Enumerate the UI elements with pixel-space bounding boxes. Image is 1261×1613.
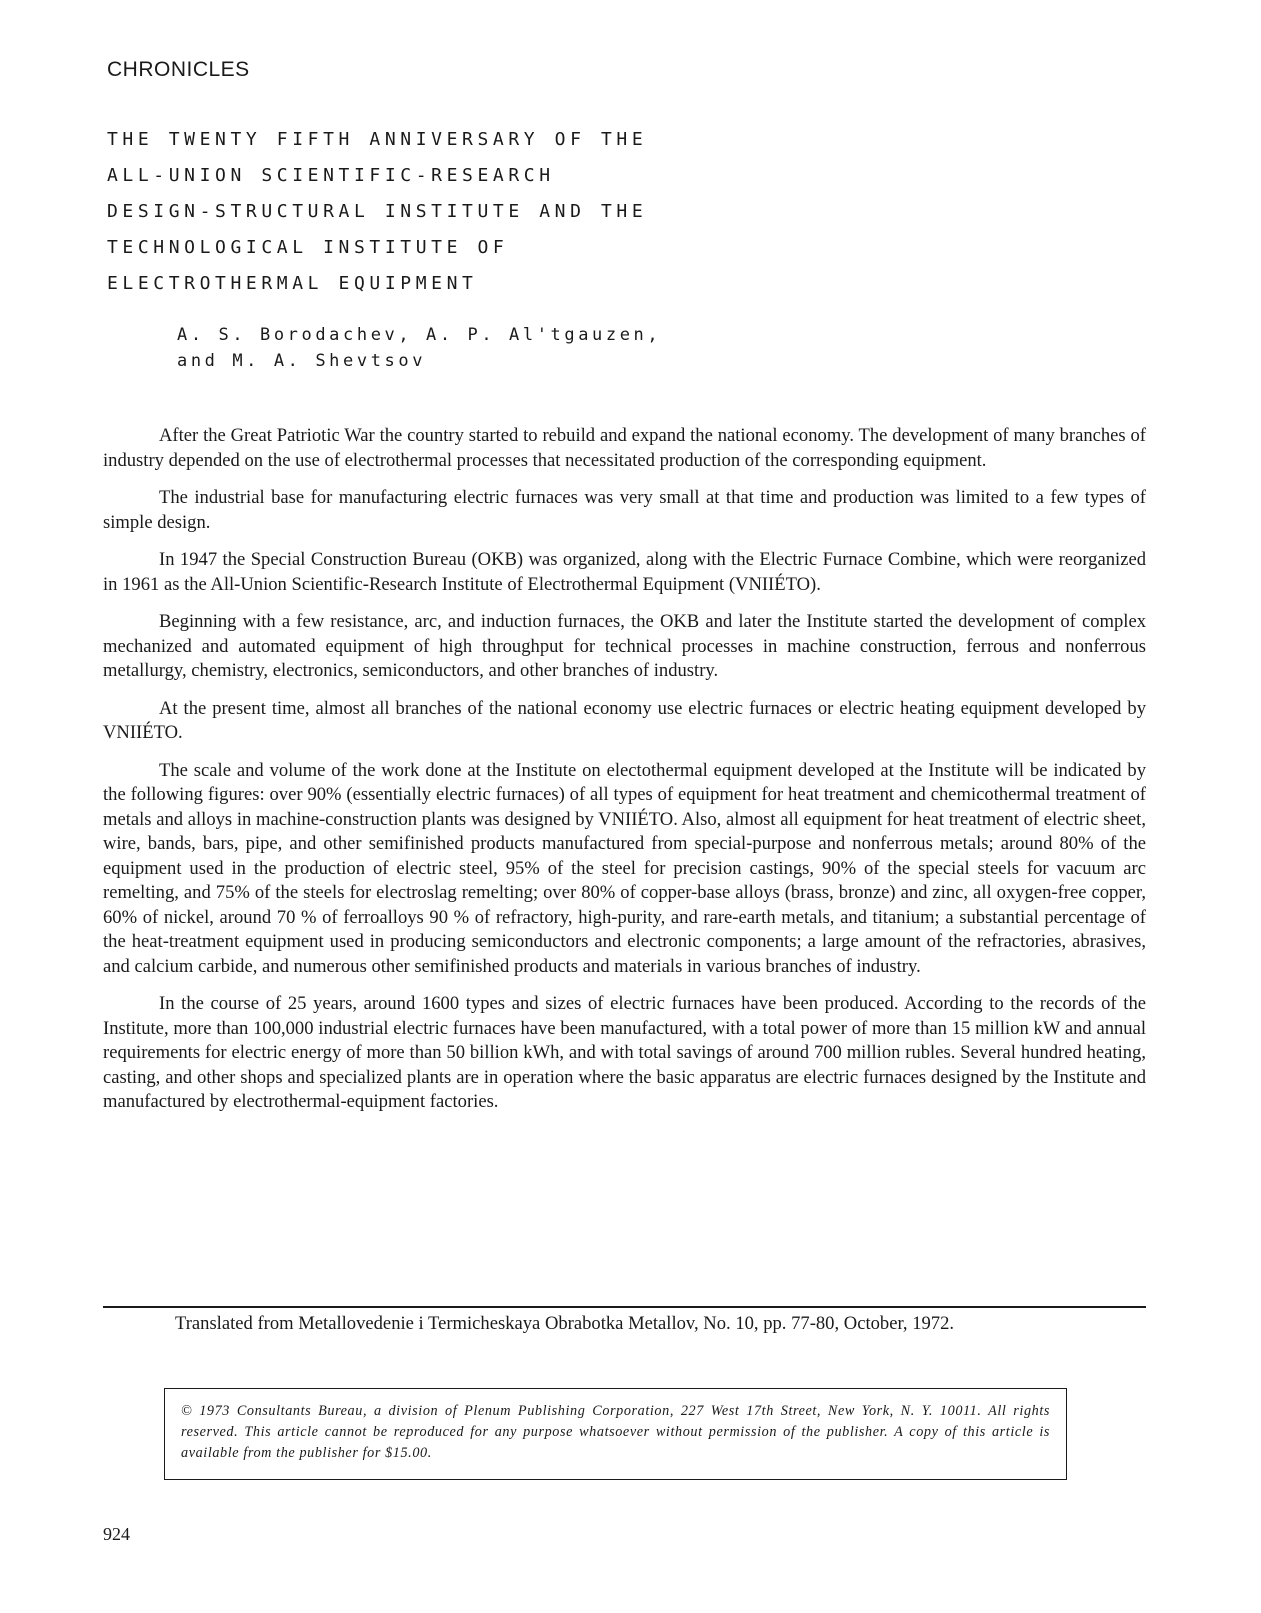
body-paragraph: After the Great Patriotic War the country started to rebuild and expand the national economy. The development of many branches of industry depended on the use of electrothermal processes that necessitated production of the corresponding equipment.: [103, 425, 1146, 471]
footnote-divider: [103, 1306, 1146, 1308]
author-line: A. S. Borodachev, A. P. Al'tgauzen,: [177, 325, 662, 345]
article-title: [107, 122, 647, 302]
copyright-box: [164, 1388, 1067, 1480]
title-line: ELECTROTHERMAL EQUIPMENT: [107, 273, 478, 294]
author-line: and M. A. Shevtsov: [177, 351, 427, 371]
body-paragraph: In the course of 25 years, around 1600 types and sizes of electric furnaces have been produced. According to the records of the Institute, more than 100,000 industrial electric furnaces have been manufactured, with a total power of more than 15 million kW and annual requirements for electric energy of more than 50 billion kWh, and with total savings of around 700 million rubles. Several hundred heating, casting, and other shops and specialized plants are in operation where the basic apparatus are electric furnaces designed by the Institute and manufactured by electrothermal-equipment factories.: [103, 993, 1146, 1112]
article-body: [103, 424, 1146, 1128]
title-line: ALL-UNION SCIENTIFIC-RESEARCH: [107, 165, 555, 186]
section-label: CHRONICLES: [107, 58, 250, 81]
body-paragraph: Beginning with a few resistance, arc, and induction furnaces, the OKB and later the Institute started the development of complex mechanized and automated equipment of high throughput for technical processes in machine construction, ferrous and nonferrous metallurgy, chemistry, electronics, semiconductors, and other branches of industry.: [103, 611, 1146, 681]
body-paragraph: The industrial base for manufacturing electric furnaces was very small at that time and production was limited to a few types of simple design.: [103, 487, 1146, 533]
title-line: TECHNOLOGICAL INSTITUTE OF: [107, 237, 509, 258]
body-paragraph: At the present time, almost all branches of the national economy use electric furnaces or electric heating equipment developed by VNIIÉTO.: [103, 697, 1146, 743]
page-number: 924: [103, 1524, 130, 1544]
title-line: DESIGN-STRUCTURAL INSTITUTE AND THE: [107, 201, 648, 222]
body-paragraph: In 1947 the Special Construction Bureau (OKB) was organized, along with the Electric Furnace Combine, which were reorganized in 1961 as the All-Union Scientific-Research Institute of Electrothermal Equipment (VNIIÉTO).: [103, 549, 1146, 595]
copyright-notice: © 1973 Consultants Bureau, a division of Plenum Publishing Corporation, 227 West 17th Street, New York, N. Y. 10011. All rights reserved. This article cannot be reproduced for any purpose whatsoever without permission of the publisher. A copy of this article is available from the publisher for $15.00.: [181, 1403, 1050, 1461]
title-line: THE TWENTY FIFTH ANNIVERSARY OF THE: [107, 129, 648, 150]
body-paragraph: The scale and volume of the work done at the Institute on electothermal equipment developed at the Institute will be indicated by the following figures: over 90% (essentially electric furnaces) of all types of equipment for heat treatment and chemicothermal treatment of metals and alloys in machine-construction plants was designed by VNIIÉTO. Also, almost all equipment for heat treatment of electric sheet, wire, bands, bars, pipe, and other semifinished products manufactured from special-purpose and nonferrous metals; around 80% of the equipment used in the production of electric steel, 95% of the steel for precision castings, 90% of the special steels for vacuum arc remelting, and 75% of the steels for electroslag remelting; over 80% of copper-base alloys (brass, bronze) and zinc, all oxygen-free copper, 60% of nickel, around 70 % of ferroalloys 90 % of refractory, high-purity, and rare-earth metals, and titanium; a substantial percentage of the heat-treatment equipment used in producing semiconductors and electronic components; a large amount of the refractories, abrasives, and calcium carbide, and numerous other semifinished products and materials in various branches of industry.: [103, 759, 1146, 977]
translation-footnote: Translated from Metallovedenie i Termicheskaya Obrabotka Metallov, No. 10, pp. 77-80, October, 1972.: [175, 1313, 955, 1334]
author-list: [177, 322, 661, 374]
